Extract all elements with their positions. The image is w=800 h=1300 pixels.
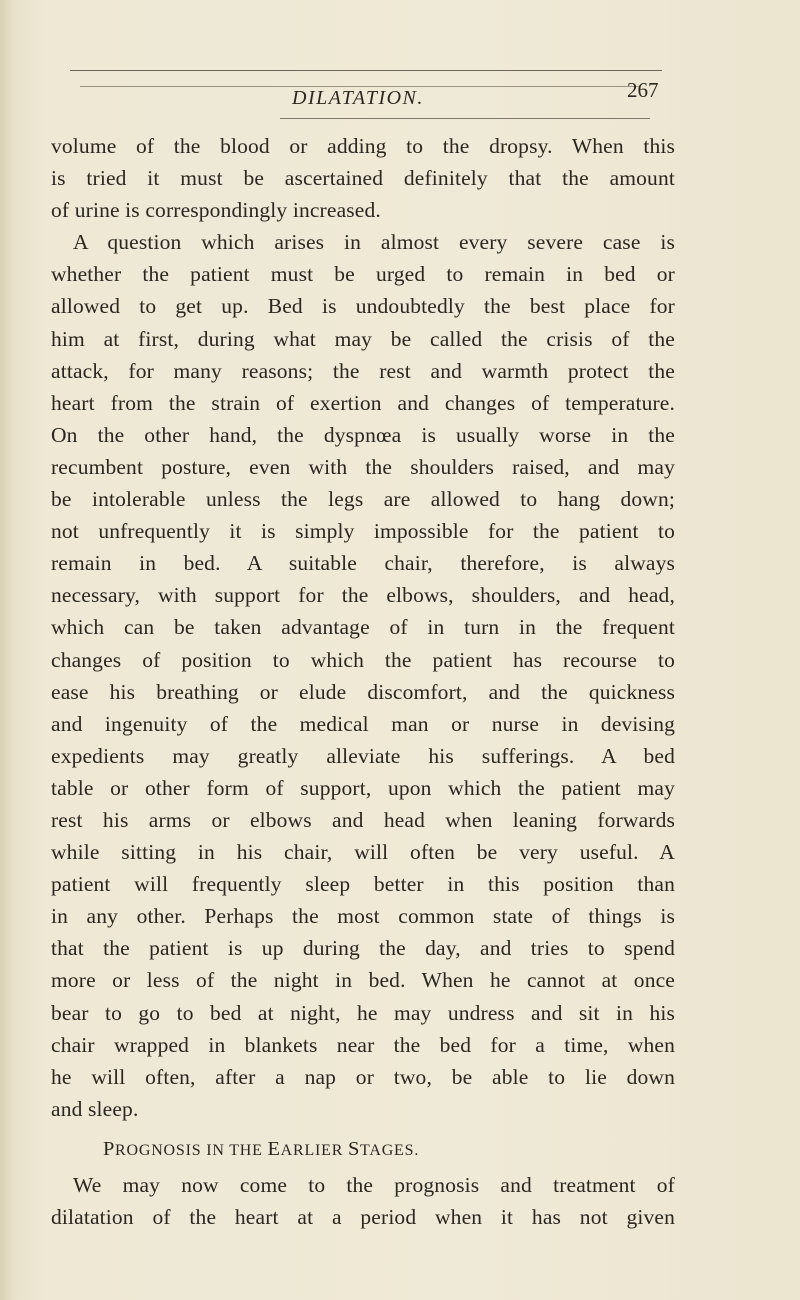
section-heading-smallcaps: ARLIER	[280, 1141, 349, 1159]
section-heading-cap: S	[348, 1137, 361, 1160]
text-line: whether the patient must be urged to remain in bed or	[51, 262, 675, 287]
text-line: be intolerable unless the legs are allowed to hang down;	[51, 487, 675, 512]
text-line: patient will frequently sleep better in this position than	[51, 872, 675, 897]
text-line: On the other hand, the dyspnœa is usually worse in the	[51, 422, 675, 447]
text-line: necessary, with support for the elbows, shoulders, and head,	[51, 583, 675, 608]
text-line: expedients may greatly alleviate his sufferings. A bed	[51, 743, 675, 768]
body-text	[51, 130, 675, 1233]
section-heading-cap: P	[103, 1137, 116, 1160]
text-line: he will often, after a nap or two, be able to lie down	[51, 1064, 675, 1089]
paragraph-3	[51, 1169, 675, 1233]
paragraph-1	[51, 130, 675, 226]
text-line: of urine is correspondingly increased.	[51, 198, 381, 223]
text-line: rest his arms or elbows and head when leaning forwards	[51, 807, 675, 832]
text-line: volume of the blood or adding to the dropsy. When this	[51, 134, 675, 158]
running-head	[0, 78, 800, 117]
text-line: allowed to get up. Bed is undoubtedly the best place for	[51, 294, 675, 319]
section-heading-smallcaps: TAGES.	[360, 1141, 420, 1159]
text-line: table or other form of support, upon which the patient may	[51, 775, 675, 800]
page-number: 267	[627, 78, 659, 102]
text-line: not unfrequently it is simply impossible for the patient to	[51, 519, 675, 544]
top-edge-rule	[70, 70, 662, 71]
section-heading	[51, 1129, 675, 1169]
text-line: We may now come to the prognosis and treatment of	[73, 1172, 675, 1197]
text-line: attack, for many reasons; the rest and warmth protect the	[51, 358, 675, 383]
text-line: changes of position to which the patient has recourse to	[51, 647, 675, 672]
section-heading-smallcaps: ROGNOSIS IN THE	[115, 1141, 268, 1159]
text-line: recumbent posture, even with the shoulders raised, and may	[51, 454, 675, 479]
text-line: is tried it must be ascertained definitely that the amount	[51, 166, 675, 191]
paragraph-2	[51, 226, 675, 1125]
text-line: him at first, during what may be called the crisis of the	[51, 326, 675, 351]
text-line: in any other. Perhaps the most common state of things is	[51, 904, 675, 929]
text-line: remain in bed. A suitable chair, therefore, is always	[51, 551, 675, 576]
text-line: more or less of the night in bed. When he cannot at once	[51, 968, 675, 993]
text-line: that the patient is up during the day, and tries to spend	[51, 936, 675, 961]
text-line: and ingenuity of the medical man or nurse in devising	[51, 711, 675, 736]
text-line: which can be taken advantage of in turn in the frequent	[51, 615, 675, 640]
text-line: and sleep.	[51, 1096, 139, 1121]
text-line: heart from the strain of exertion and changes of temperature.	[51, 390, 675, 415]
text-line: bear to go to bed at night, he may undress and sit in his	[51, 1000, 675, 1025]
text-line: chair wrapped in blankets near the bed for a time, when	[51, 1032, 675, 1057]
page-gutter-shadow	[0, 0, 14, 1300]
running-head-rule	[280, 118, 650, 119]
section-heading-cap: E	[267, 1137, 281, 1160]
text-line: ease his breathing or elude discomfort, and the quickness	[51, 679, 675, 704]
text-line: dilatation of the heart at a period when it has not given	[51, 1205, 675, 1229]
running-title: DILATATION.	[292, 87, 424, 109]
text-line: A question which arises in almost every severe case is	[73, 230, 675, 255]
text-line: while sitting in his chair, will often be very useful. A	[51, 840, 675, 865]
